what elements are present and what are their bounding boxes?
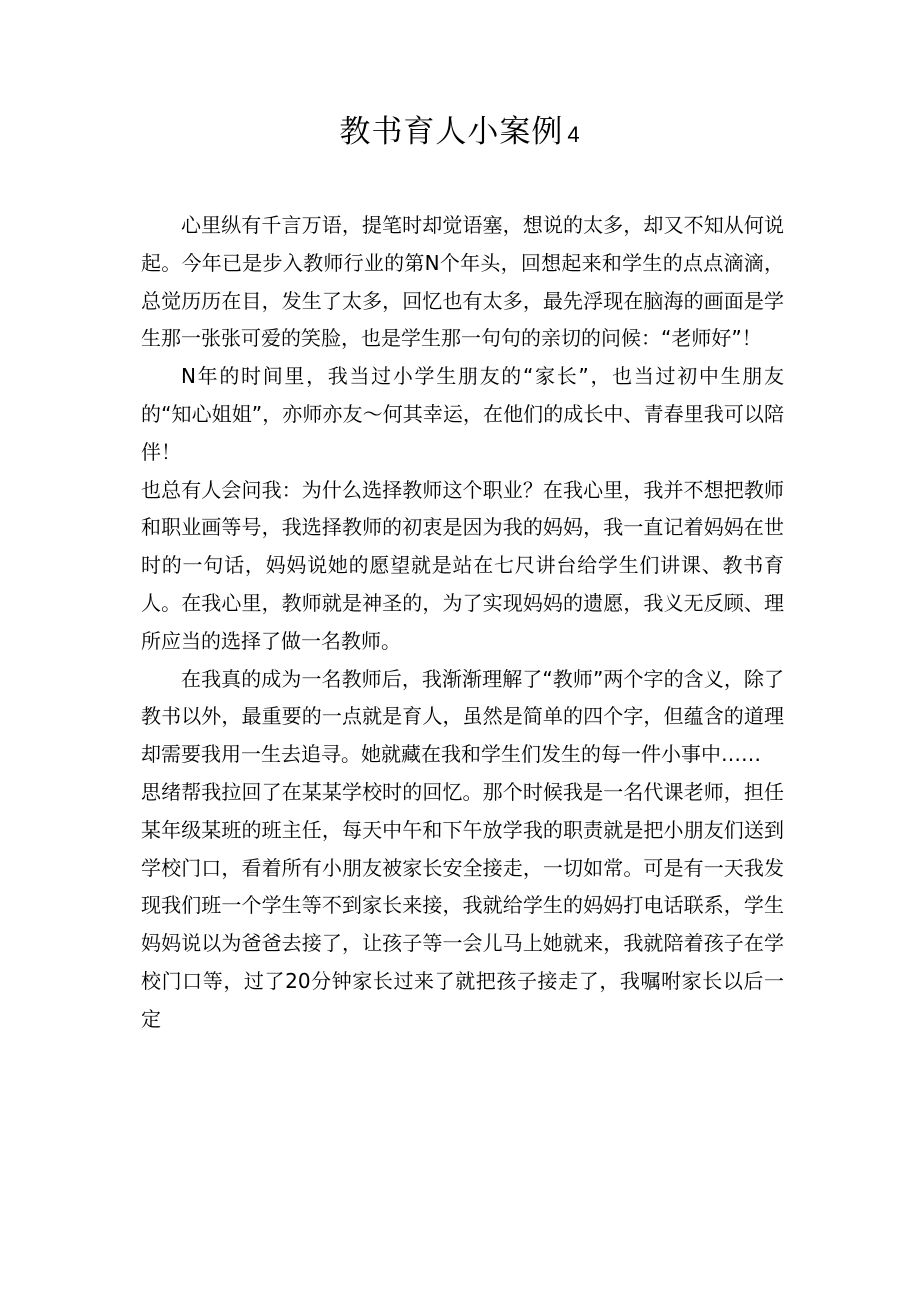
paragraph-1: 心里纵有千言万语，提笔时却觉语塞，想说的太多，却又不知从何说起。今年已是步入教师行业的第N个年头，回想起来和学生的点点滴滴，总觉历历在目，发生了太多，回忆也有太多，最先浮现在脑海的画面是学生那一张张可爱的笑脸，也是学生那一句句的亲切的问候：“老师好”！ [141,213,784,351]
document-title [0,108,920,159]
paragraph-5: 思绪帮我拉回了在某某学校时的回忆。那个时候我是一名代课老师，担任某年级某班的班主任，每天中午和下午放学我的职责就是把小朋友们送到学校门口，看着所有小朋友被家长安全接走，一切如常。可是有一天我发现我们班一个学生等不到家长来接，我就给学生的妈妈打电话联系，学生妈妈说以为爸爸去接了，让孩子等一会儿马上她就来，我就陪着孩子在学校门口等，过了20分钟家长过来了就把孩子接走了，我嘱咐家长以后一定 [141,779,784,1031]
paragraph-3: 也总有人会问我：为什么选择教师这个职业？在我心里，我并不想把教师和职业画等号，我选择教师的初衷是因为我的妈妈，我一直记着妈妈在世时的一句话，妈妈说她的愿望就是站在七尺讲台给学生们讲课、教书育人。在我心里，教师就是神圣的，为了实现妈妈的遗愿，我义无反顾、理所应当的选择了做一名教师。 [141,477,784,653]
title-number: 4 [567,122,581,147]
title-text: 教书育人小案例 [339,114,564,150]
document-body [141,207,784,1039]
paragraph-4: 在我真的成为一名教师后，我渐渐理解了“教师”两个字的含义，除了教书以外，最重要的一点就是育人，虽然是简单的四个字，但蕴含的道理却需要我用一生去追寻。她就藏在我和学生们发生的每一件小事中…… [141,666,784,767]
paragraph-2: N年的时间里，我当过小学生朋友的“家长”，也当过初中生朋友的“知心姐姐”，亦师亦友～何其幸运，在他们的成长中、青春里我可以陪伴！ [141,364,784,464]
